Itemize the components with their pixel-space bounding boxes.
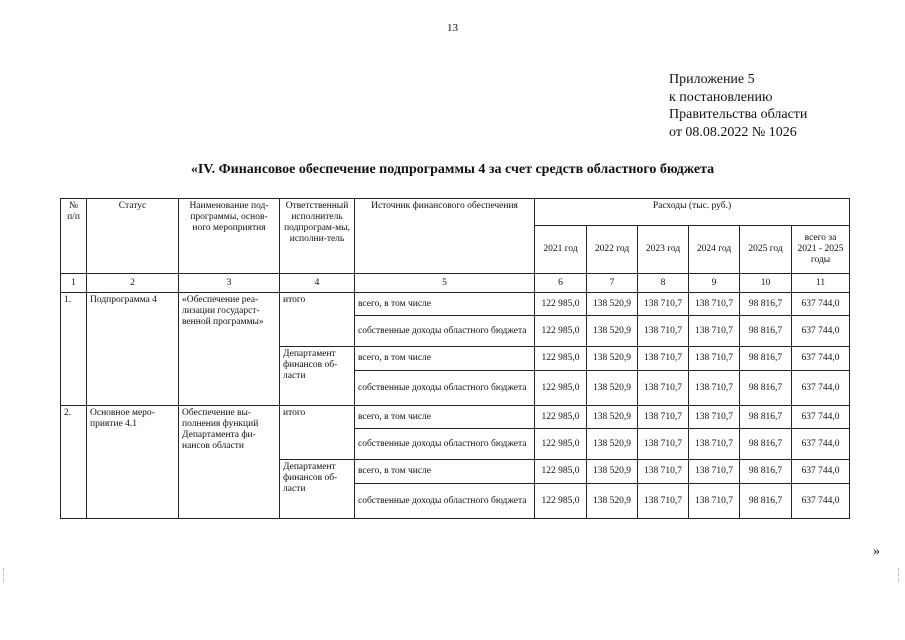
- closing-quote: »: [873, 544, 880, 559]
- column-number: 2: [87, 274, 179, 293]
- row-value: 138 710,7: [638, 347, 689, 371]
- header-num: № п/п: [61, 199, 87, 274]
- header-status: Статус: [87, 199, 179, 274]
- row-value: 138 710,7: [689, 429, 740, 460]
- header-year-total: всего за 2021 - 2025 годы: [792, 226, 850, 274]
- row-value: 98 816,7: [740, 316, 792, 347]
- row-value: 637 744,0: [792, 371, 850, 406]
- column-number: 6: [535, 274, 587, 293]
- row-value: 138 520,9: [587, 460, 638, 484]
- header-year: 2022 год: [587, 226, 638, 274]
- column-number: 8: [638, 274, 689, 293]
- row-value: 122 985,0: [535, 460, 587, 484]
- row-source: всего, в том числе: [355, 347, 535, 371]
- row-value: 138 710,7: [638, 316, 689, 347]
- row-value: 138 710,7: [638, 293, 689, 316]
- row-value: 122 985,0: [535, 371, 587, 406]
- row-value: 122 985,0: [535, 293, 587, 316]
- row-value: 122 985,0: [535, 484, 587, 519]
- row-value: 637 744,0: [792, 406, 850, 429]
- row-value: 122 985,0: [535, 347, 587, 371]
- header-executor: Ответственный исполнитель подпрограм-мы, исполни-тель: [280, 199, 355, 274]
- header-year: 2025 год: [740, 226, 792, 274]
- row-executor: итого: [280, 293, 355, 347]
- row-value: 138 710,7: [638, 484, 689, 519]
- finance-table: [60, 198, 850, 519]
- table-row: [61, 293, 850, 316]
- row-value: 138 710,7: [689, 371, 740, 406]
- row-name: «Обеспечение реа-лизации государст-венной программы»: [179, 293, 280, 406]
- row-value: 98 816,7: [740, 371, 792, 406]
- row-source: всего, в том числе: [355, 406, 535, 429]
- row-value: 138 710,7: [638, 460, 689, 484]
- row-value: 138 520,9: [587, 371, 638, 406]
- row-value: 138 710,7: [689, 406, 740, 429]
- row-value: 122 985,0: [535, 429, 587, 460]
- appendix-block: [669, 71, 807, 141]
- row-value: 98 816,7: [740, 406, 792, 429]
- appendix-line-3: Правительства области: [669, 107, 808, 122]
- column-number: 7: [587, 274, 638, 293]
- row-value: 138 710,7: [638, 371, 689, 406]
- row-executor: итого: [280, 406, 355, 460]
- row-value: 138 710,7: [689, 293, 740, 316]
- row-source: собственные доходы областного бюджета: [355, 484, 535, 519]
- row-value: 122 985,0: [535, 406, 587, 429]
- row-value: 138 520,9: [587, 347, 638, 371]
- column-number: 11: [792, 274, 850, 293]
- table-row: [61, 406, 850, 429]
- column-number: 9: [689, 274, 740, 293]
- scan-edge-mark: [898, 568, 901, 582]
- row-value: 138 520,9: [587, 406, 638, 429]
- header-name: Наименование под-программы, основ-ного мероприятия: [179, 199, 280, 274]
- row-number: 1.: [61, 293, 87, 406]
- row-value: 637 744,0: [792, 293, 850, 316]
- row-source: всего, в том числе: [355, 460, 535, 484]
- row-value: 98 816,7: [740, 460, 792, 484]
- row-value: 637 744,0: [792, 429, 850, 460]
- document-title: «IV. Финансовое обеспечение подпрограммы 4 за счет средств областного бюджета: [190, 162, 715, 177]
- appendix-line-1: Приложение 5: [669, 72, 755, 87]
- column-number: 10: [740, 274, 792, 293]
- row-executor: Департамент финансов об-ласти: [280, 460, 355, 519]
- row-value: 138 520,9: [587, 484, 638, 519]
- column-number: 5: [355, 274, 535, 293]
- row-value: 98 816,7: [740, 484, 792, 519]
- header-source: Источник финансового обеспечения: [355, 199, 535, 274]
- row-value: 122 985,0: [535, 316, 587, 347]
- row-name: Обеспечение вы-полнения функций Департамента фи-нансов области: [179, 406, 280, 519]
- row-executor: Департамент финансов об-ласти: [280, 347, 355, 406]
- row-value: 98 816,7: [740, 347, 792, 371]
- row-status: Основное меро-приятие 4.1: [87, 406, 179, 519]
- row-value: 138 710,7: [689, 484, 740, 519]
- row-source: собственные доходы областного бюджета: [355, 429, 535, 460]
- column-number: 1: [61, 274, 87, 293]
- header-year: 2023 год: [638, 226, 689, 274]
- row-status: Подпрограмма 4: [87, 293, 179, 406]
- page-number: 13: [447, 22, 458, 34]
- row-value: 138 520,9: [587, 429, 638, 460]
- header-year: 2021 год: [535, 226, 587, 274]
- scan-edge-mark: [3, 568, 6, 582]
- row-value: 138 710,7: [689, 347, 740, 371]
- row-source: всего, в том числе: [355, 293, 535, 316]
- row-value: 637 744,0: [792, 316, 850, 347]
- appendix-line-4: от 08.08.2022 № 1026: [669, 124, 797, 140]
- row-value: 98 816,7: [740, 293, 792, 316]
- row-source: собственные доходы областного бюджета: [355, 316, 535, 347]
- row-source: собственные доходы областного бюджета: [355, 371, 535, 406]
- row-value: 138 520,9: [587, 316, 638, 347]
- row-value: 138 710,7: [638, 406, 689, 429]
- column-number: 3: [179, 274, 280, 293]
- appendix-line-2: к постановлению: [669, 89, 773, 105]
- row-value: 138 710,7: [638, 429, 689, 460]
- row-value: 637 744,0: [792, 347, 850, 371]
- row-value: 637 744,0: [792, 484, 850, 519]
- row-value: 637 744,0: [792, 460, 850, 484]
- row-value: 138 520,9: [587, 293, 638, 316]
- row-number: 2.: [61, 406, 87, 519]
- row-value: 98 816,7: [740, 429, 792, 460]
- header-year: 2024 год: [689, 226, 740, 274]
- header-expenses: Расходы (тыс. руб.): [535, 199, 850, 226]
- row-value: 138 710,7: [689, 460, 740, 484]
- row-value: 138 710,7: [689, 316, 740, 347]
- column-number: 4: [280, 274, 355, 293]
